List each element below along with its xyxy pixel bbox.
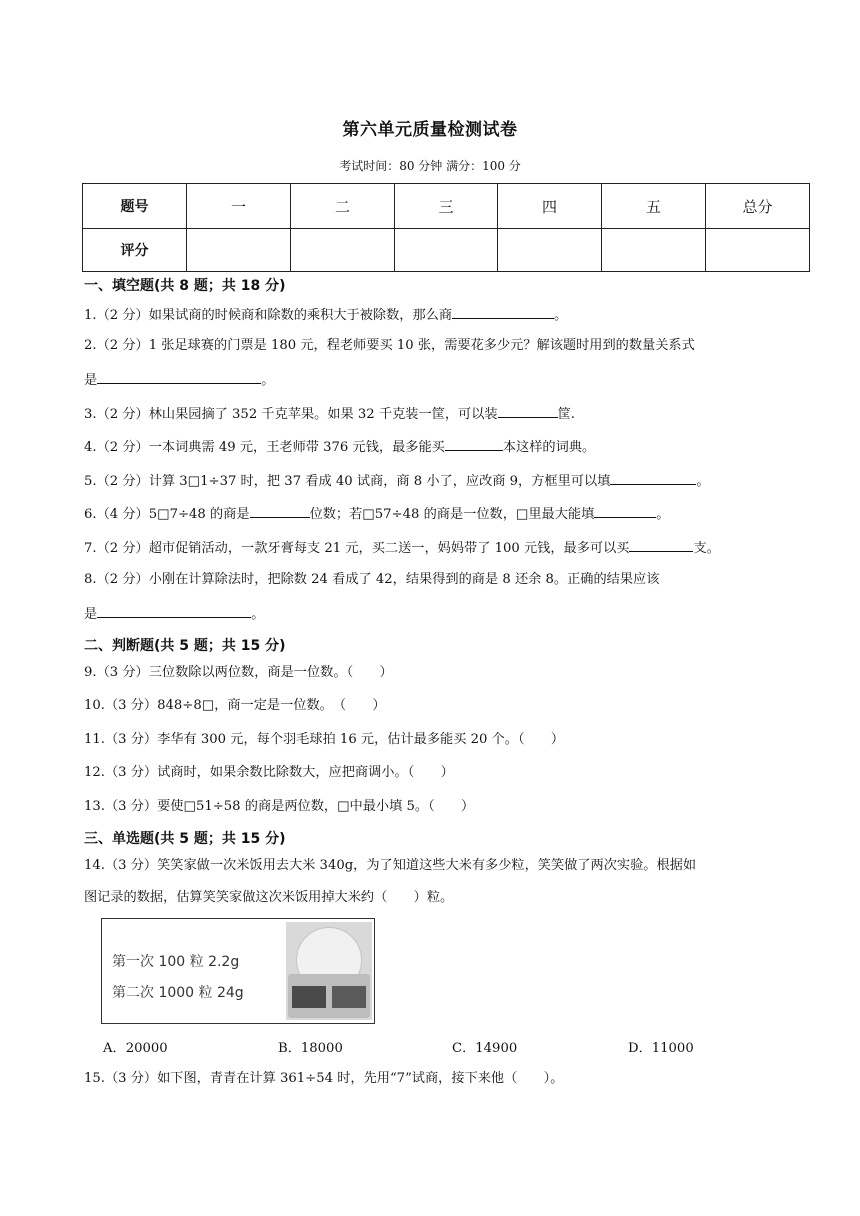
question-6: 6.（4 分）5□7÷48 的商是 位数；若□57÷48 的商是一位数，□里最大能填 。 [84,504,669,524]
score-cell[interactable] [395,229,498,272]
answer-blank[interactable] [629,538,693,552]
score-header-cell: 题号 [83,184,187,229]
answer-blank[interactable] [250,504,310,518]
rice-experiment-figure [101,918,375,1024]
score-header-cell: 五 [602,184,706,229]
question-14: 14.（3 分）笑笑家做一次米饭用去大米 340g，为了知道这些大米有多少粒，笑笑做了两次实验。根据如 [84,858,697,873]
score-table-score-row [83,229,810,272]
score-table-header-row [83,184,810,229]
score-cell[interactable] [498,229,602,272]
question-7: 7.（2 分）超市促销活动，一款牙膏每支 21 元，买二送一，妈妈带了 100 元钱，最多可以买 支。 [84,538,720,558]
option-c[interactable]: C．14900 [452,1041,518,1056]
answer-blank[interactable] [97,604,251,618]
score-row-label: 评分 [83,229,187,272]
exam-info: 考试时间：80 分钟 满分：100 分 [339,159,521,173]
score-header-cell: 一 [187,184,291,229]
question-3: 3.（2 分）林山果园摘了 352 千克苹果。如果 32 千克装一筐，可以装 筐. [84,404,575,424]
answer-blank[interactable] [97,370,261,384]
scale-display-left [292,986,326,1008]
score-cell[interactable] [706,229,810,272]
score-header-cell: 三 [395,184,498,229]
answer-blank[interactable] [594,504,656,518]
question-8-line-2: 是 。 [84,604,264,624]
scale-photo [286,922,372,1020]
question-9: 9.（3 分）三位数除以两位数，商是一位数。（ ） [84,665,393,680]
figure-record-1: 第一次 100 粒 2.2g [112,954,240,970]
option-b[interactable]: B．18000 [278,1041,343,1056]
question-14-line-2: 图记录的数据，估算笑笑家做这次米饭用掉大米约（ ）粒。 [84,890,454,905]
question-8: 8.（2 分）小刚在计算除法时，把除数 24 看成了 42，结果得到的商是 8 还余 8。正确的结果应该 [84,572,660,587]
question-10: 10.（3 分）848÷8□，商一定是一位数。 （ ） [84,698,386,713]
section-heading: 二、判断题(共 5 题；共 15 分) [84,638,286,654]
answer-blank[interactable] [452,305,554,319]
question-15: 15.（3 分）如下图，青青在计算 361÷54 时，先用“7”试商，接下来他（ ）。 [84,1071,564,1086]
option-d[interactable]: D．11000 [628,1041,694,1056]
page-title: 第六单元质量检测试卷 [342,120,518,140]
section-heading: 三、单选题(共 5 题；共 15 分) [84,831,286,847]
question-1: 1.（2 分）如果试商的时候商和除数的乘积大于被除数，那么商 。 [84,305,567,325]
section-heading: 一、填空题(共 8 题；共 18 分) [84,278,286,294]
score-header-cell: 二 [291,184,395,229]
question-13: 13.（3 分）要使□51÷58 的商是两位数，□中最小填 5。（ ） [84,799,475,814]
question-12: 12.（3 分）试商时，如果余数比除数大，应把商调小。（ ） [84,765,454,780]
answer-blank[interactable] [445,437,503,451]
question-11: 11.（3 分）李华有 300 元，每个羽毛球拍 16 元，估计最多能买 20 个。（ ） [84,732,565,747]
question-4: 4.（2 分）一本词典需 49 元，王老师带 376 元钱，最多能买 本这样的词典。 [84,437,595,457]
score-header-cell: 总分 [706,184,810,229]
figure-record-2: 第二次 1000 粒 24g [112,985,244,1001]
question-5: 5.（2 分）计算 3□1÷37 时，把 37 看成 40 试商，商 8 小了，应改商 9，方框里可以填 。 [84,471,710,491]
score-table [82,183,810,272]
answer-blank[interactable] [610,471,696,485]
score-cell[interactable] [602,229,706,272]
scale-display-right [332,986,366,1008]
score-cell[interactable] [187,229,291,272]
answer-blank[interactable] [498,404,558,418]
question-2: 2.（2 分）1 张足球赛的门票是 180 元，程老师要买 10 张，需要花多少元？解该题时用到的数量关系式 [84,338,695,353]
question-2-line-2: 是 。 [84,370,274,390]
score-header-cell: 四 [498,184,602,229]
option-a[interactable]: A．20000 [103,1041,168,1056]
score-cell[interactable] [291,229,395,272]
